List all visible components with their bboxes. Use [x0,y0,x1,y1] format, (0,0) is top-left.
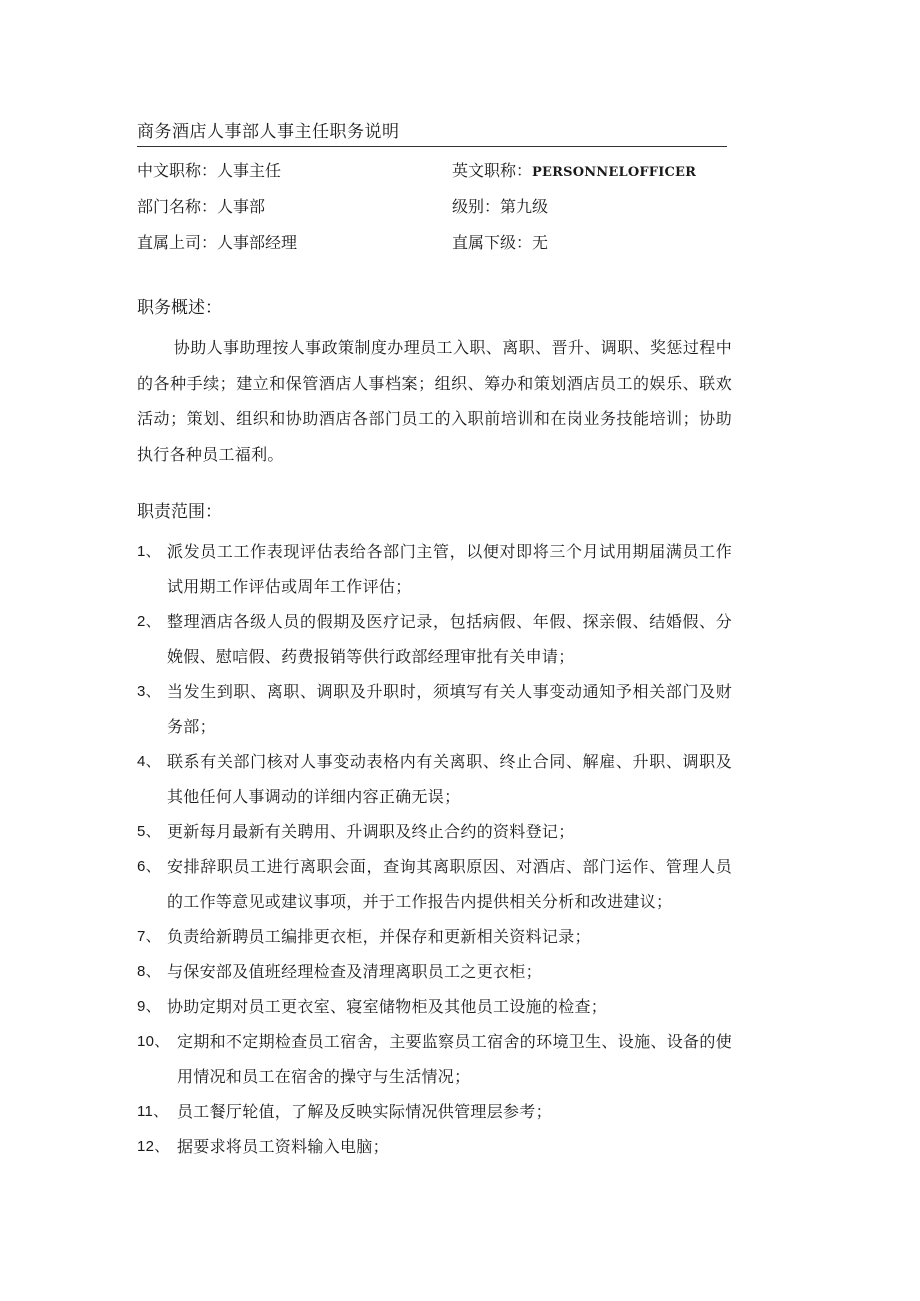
duty-number: 3、 [137,683,161,700]
duty-text: 当发生到职、离职、调职及升职时，须填写有关人事变动通知予相关部门及财务部； [167,682,732,736]
duty-item [137,674,732,744]
duty-item [137,814,732,849]
en-title-label: 英文职称： [452,161,533,180]
duty-number: 5、 [137,823,161,840]
duty-item [137,849,732,919]
duty-item [137,989,732,1024]
duty-item [137,1024,732,1094]
duty-text: 与保安部及值班经理检查及清理离职员工之更衣柜； [167,962,542,981]
duties-heading: 职责范围： [137,502,222,522]
duty-number: 9、 [137,998,161,1015]
overview-heading: 职务概述： [137,298,222,318]
overview-paragraph: 协助人事助理按人事政策制度办理员工入职、离职、晋升、调职、奖惩过程中的各种手续；建立和保管酒店人事档案；组织、筹办和策划酒店员工的娱乐、联欢活动；策划、组织和协助酒店各部门员工的入职前培训和在岗业务技能培训；协助执行各种员工福利。 [137,338,732,464]
duty-number: 2、 [137,613,161,630]
duty-item [137,744,732,814]
duty-text: 员工餐厅轮值，了解及反映实际情况供管理层参考； [177,1102,552,1121]
duty-text: 联系有关部门核对人事变动表格内有关离职、终止合同、解雇、升职、调职及其他任何人事调动的详细内容正确无误； [167,752,732,806]
duty-text: 派发员工工作表现评估表给各部门主管，以便对即将三个月试用期届满员工作试用期工作评估或周年工作评估； [167,542,732,596]
duty-item [137,534,732,604]
level-value: 第九级 [500,197,549,216]
duty-number: 1、 [137,543,161,560]
duty-item [137,604,732,674]
duties-list [137,534,732,1164]
department-label: 部门名称： [137,197,218,216]
duty-number: 10、 [137,1033,170,1050]
duty-text: 更新每月最新有关聘用、升调职及终止合约的资料登记； [167,822,575,841]
duty-text: 协助定期对员工更衣室、寝室储物柜及其他员工设施的检查； [167,997,608,1016]
superior-label: 直属上司： [137,233,218,252]
duty-text: 安排辞职员工进行离职会面，查询其离职原因、对酒店、部门运作、管理人员的工作等意见或建议事项，并于工作报告内提供相关分析和改进建议； [167,857,732,911]
department-value: 人事部 [217,197,266,216]
duty-text: 整理酒店各级人员的假期及医疗记录，包括病假、年假、探亲假、结婚假、分娩假、慰唁假、药费报销等供行政部经理审批有关申请； [167,612,732,666]
subordinate-value: 无 [532,233,549,252]
duty-text: 定期和不定期检查员工宿舍，主要监察员工宿舍的环境卫生、设施、设备的使用情况和员工在宿舍的操守与生活情况； [177,1032,732,1086]
subordinate-field [452,231,548,255]
superior-field [137,231,297,255]
duty-item [137,954,732,989]
level-label: 级别： [452,197,501,216]
document-title: 商务酒店人事部人事主任职务说明 [137,122,400,142]
en-title-value: PERSONNELOFFICER [532,165,697,180]
duty-number: 11、 [137,1103,169,1120]
duty-item [137,1129,732,1164]
duty-item [137,919,732,954]
duty-number: 12、 [137,1138,170,1155]
duty-item [137,1094,732,1129]
duty-number: 7、 [137,928,161,945]
department-field [137,195,265,219]
level-field [452,195,548,219]
duty-text: 据要求将员工资料输入电脑； [177,1137,389,1156]
duty-number: 6、 [137,858,161,875]
cn-title-field [137,159,281,183]
duty-number: 8、 [137,963,161,980]
cn-title-value: 人事主任 [217,161,282,180]
en-title-field [452,159,696,185]
subordinate-label: 直属下级： [452,233,533,252]
duty-text: 负责给新聘员工编排更衣柜，并保存和更新相关资料记录； [167,927,591,946]
cn-title-label: 中文职称： [137,161,218,180]
duty-number: 4、 [137,753,161,770]
superior-value: 人事部经理 [217,233,298,252]
document-header [137,120,727,147]
